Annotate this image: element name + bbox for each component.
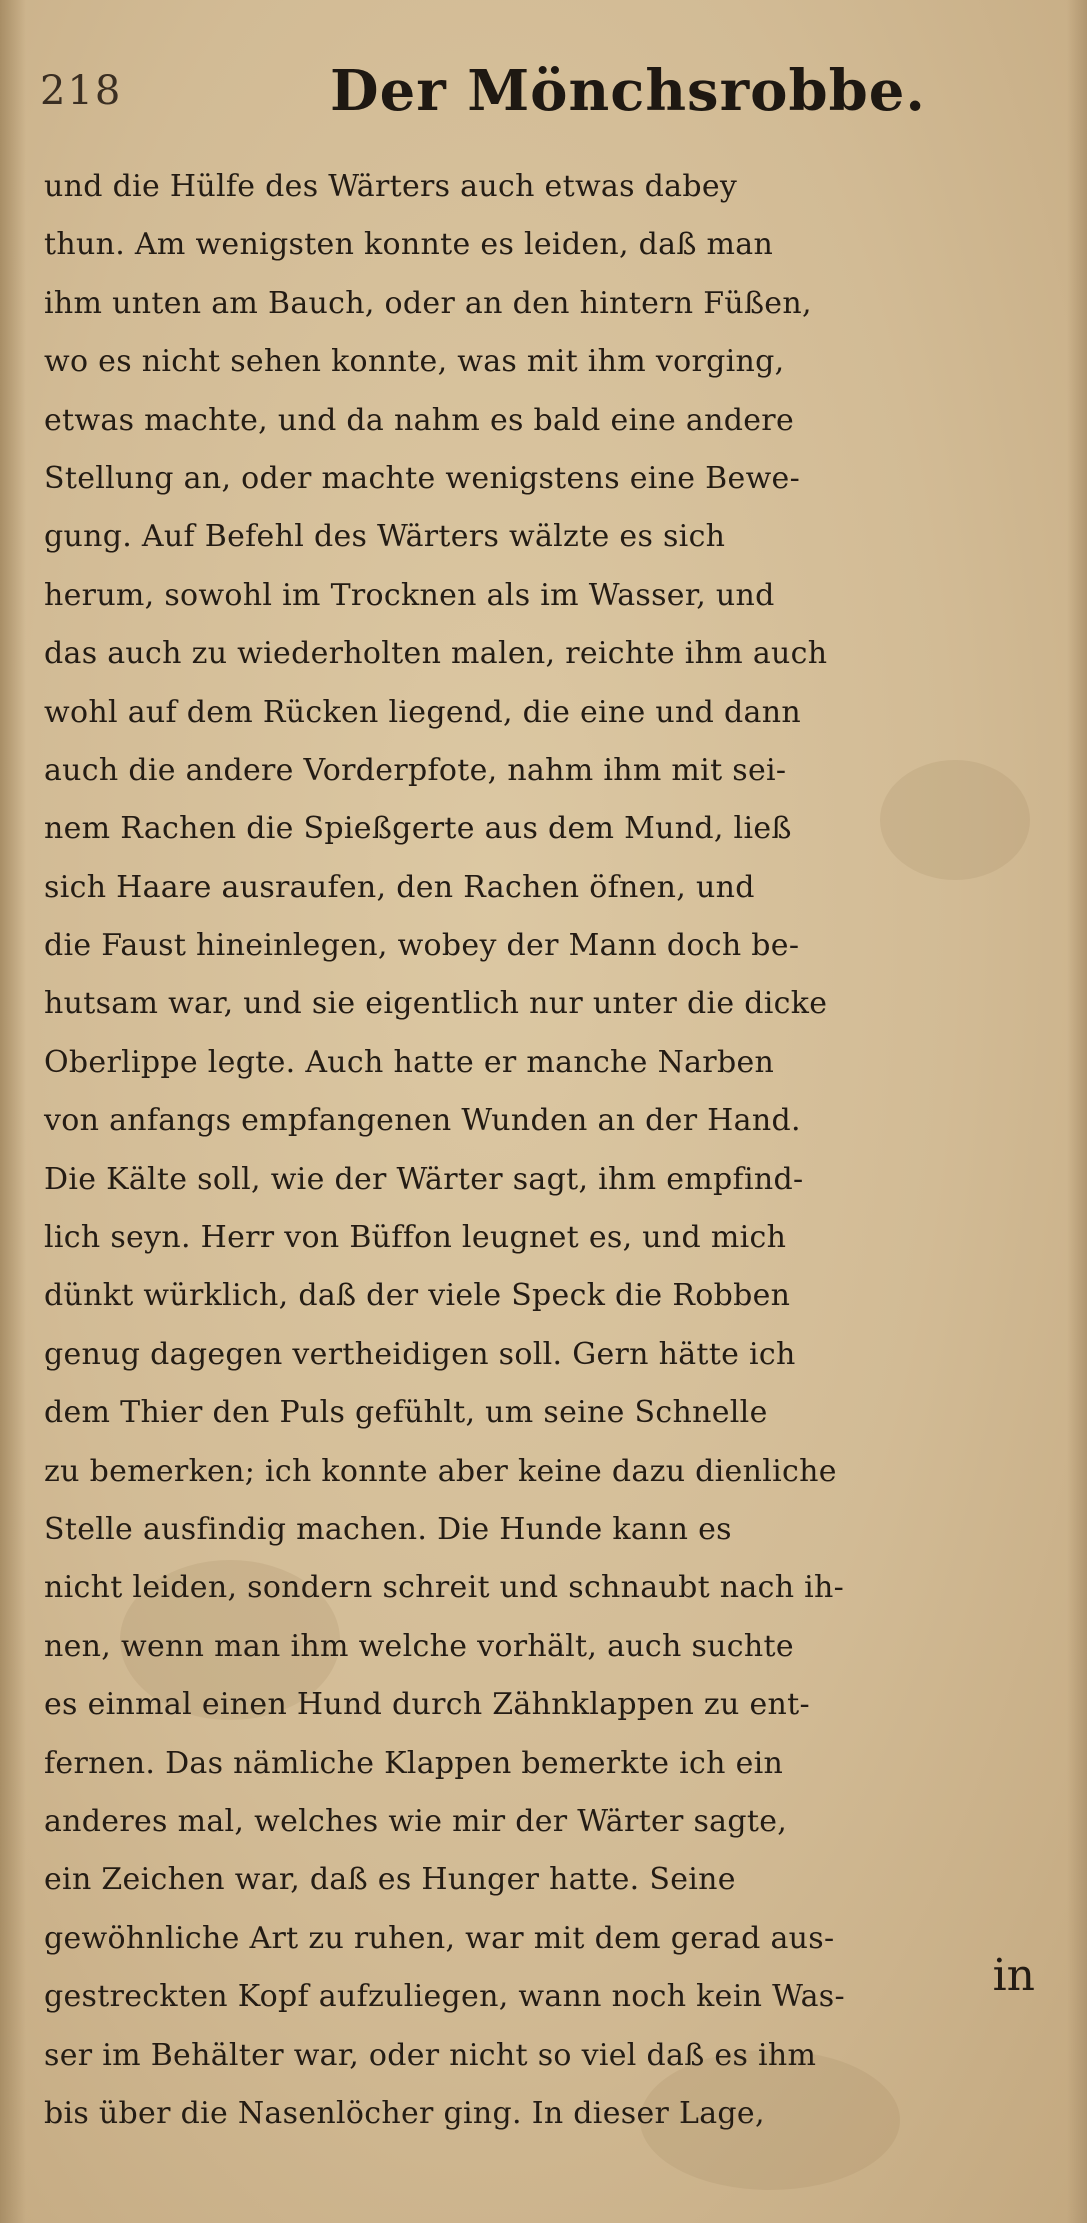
page-header	[40, 58, 1047, 128]
text-line: fernen. Das nämliche Klappen bemerkte ich ein	[44, 1745, 784, 1781]
text-line: gewöhnliche Art zu ruhen, war mit dem gerad aus-	[44, 1920, 835, 1956]
text-line: Oberlippe legte. Auch hatte er manche Narben	[44, 1044, 775, 1080]
text-line: gestreckten Kopf aufzuliegen, wann noch kein Was-	[44, 1979, 845, 2015]
text-line: thun. Am wenigsten konnte es leiden, daß man	[44, 227, 774, 263]
text-line: nen, wenn man ihm welche vorhält, auch suchte	[44, 1628, 794, 1664]
text-line: dünkt würklich, daß der viele Speck die Robben	[44, 1278, 791, 1314]
text-line: nicht leiden, sondern schreit und schnaubt nach ih-	[44, 1570, 845, 1606]
text-line: ein Zeichen war, daß es Hunger hatte. Seine	[44, 1862, 736, 1898]
text-line: gung. Auf Befehl des Wärters wälzte es sich	[44, 519, 726, 555]
text-line: etwas machte, und da nahm es bald eine andere	[44, 402, 794, 438]
text-line: herum, sowohl im Trocknen als im Wasser, und	[44, 577, 775, 613]
text-line: Stellung an, oder machte wenigstens eine Bewe-	[44, 460, 801, 496]
text-line: nem Rachen die Spießgerte aus dem Mund, ließ	[44, 811, 792, 847]
text-line: wo es nicht sehen konnte, was mit ihm vorging,	[44, 344, 785, 380]
text-line: ser im Behälter war, oder nicht so viel daß es ihm	[44, 2037, 817, 2073]
text-line: es einmal einen Hund durch Zähnklappen zu ent-	[44, 1687, 810, 1723]
text-line: Stelle ausfindig machen. Die Hunde kann es	[44, 1511, 732, 1547]
text-line: die Faust hineinlegen, wobey der Mann doch be-	[44, 928, 800, 964]
text-line: Die Kälte soll, wie der Wärter sagt, ihm empfind-	[44, 1161, 804, 1197]
text-line: sich Haare ausraufen, den Rachen öfnen, und	[44, 869, 755, 905]
text-line: wohl auf dem Rücken liegend, die eine und dann	[44, 694, 801, 730]
text-line: auch die andere Vorderpfote, nahm ihm mit sei-	[44, 752, 787, 788]
running-head: Der Mönchsrobbe.	[330, 58, 926, 124]
text-line: genug dagegen vertheidigen soll. Gern hätte ich	[44, 1336, 796, 1372]
text-line: lich seyn. Herr von Büffon leugnet es, und mich	[44, 1220, 787, 1256]
catchword: in	[992, 1950, 1035, 2001]
text-line: hutsam war, und sie eigentlich nur unter die dicke	[44, 986, 828, 1022]
body-text	[44, 158, 1044, 2143]
text-line: das auch zu wiederholten malen, reichte ihm auch	[44, 636, 828, 672]
page-number: 218	[40, 68, 123, 114]
text-line: dem Thier den Puls gefühlt, um seine Schnelle	[44, 1395, 768, 1431]
text-line: zu bemerken; ich konnte aber keine dazu dienliche	[44, 1453, 837, 1489]
text-line: von anfangs empfangenen Wunden an der Hand.	[44, 1103, 801, 1139]
text-line: ihm unten am Bauch, oder an den hintern Füßen,	[44, 285, 812, 321]
text-line: und die Hülfe des Wärters auch etwas dabey	[44, 169, 738, 204]
text-line: bis über die Nasenlöcher ging. In dieser Lage,	[44, 2095, 765, 2131]
text-line: anderes mal, welches wie mir der Wärter sagte,	[44, 1803, 788, 1839]
